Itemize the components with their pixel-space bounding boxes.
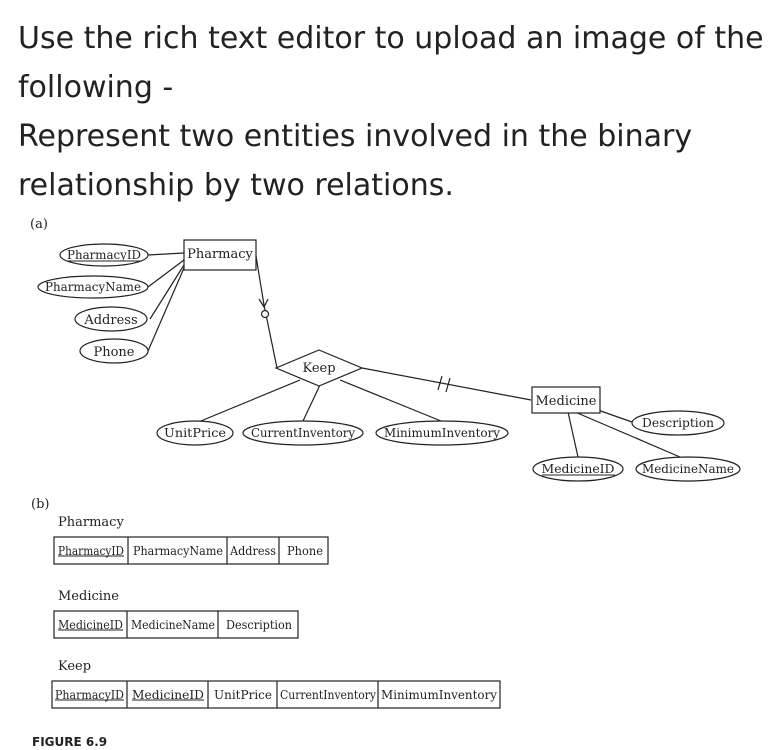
- pharmacy-col-phone: Phone: [287, 544, 323, 558]
- attr-pharmacyid: PharmacyID: [67, 248, 141, 262]
- attr-description: Description: [642, 416, 715, 430]
- attr-unitprice: UnitPrice: [164, 426, 226, 440]
- question-line-4: relationship by two relations.: [18, 168, 454, 203]
- connector-unitprice: [196, 380, 300, 423]
- part-a-label: (a): [30, 217, 48, 232]
- entity-medicine-label: Medicine: [535, 394, 597, 409]
- optional-circle-mark: [262, 311, 269, 318]
- question-line-1: Use the rich text editor to upload an image of the: [18, 21, 764, 56]
- connector-minimuminventory: [340, 380, 441, 421]
- attr-currentinventory: CurrentInventory: [251, 426, 356, 440]
- medicine-col-medicineid: MedicineID: [58, 618, 123, 632]
- question-line-3: Represent two entities involved in the binary: [18, 119, 693, 154]
- part-b-label: (b): [31, 497, 50, 512]
- medicine-col-description: Description: [226, 618, 293, 632]
- pharmacy-col-pharmacyname: PharmacyName: [133, 544, 223, 558]
- attr-medicineid: MedicineID: [541, 462, 615, 476]
- entity-pharmacy-label: Pharmacy: [187, 247, 253, 262]
- relation-medicine-name: Medicine: [58, 589, 119, 604]
- attr-phone: Phone: [93, 345, 135, 360]
- connector-currentinventory: [303, 385, 320, 421]
- keep-col-minimuminventory: MinimumInventory: [381, 688, 498, 702]
- keep-col-currentinventory: CurrentInventory: [280, 688, 377, 702]
- keep-col-unitprice: UnitPrice: [214, 688, 272, 702]
- connector-pharmacyid: [148, 253, 184, 255]
- keep-col-medicineid: MedicineID: [132, 688, 204, 702]
- figure-caption: FIGURE 6.9: [32, 735, 108, 749]
- attr-minimuminventory: MinimumInventory: [384, 426, 501, 440]
- question-line-2: following -: [18, 70, 174, 105]
- pharmacy-col-pharmacyid: PharmacyID: [58, 544, 124, 558]
- connector-medicineid: [568, 412, 578, 457]
- keep-col-pharmacyid: PharmacyID: [55, 688, 124, 702]
- attr-address: Address: [84, 313, 138, 328]
- relation-pharmacy-name: Pharmacy: [58, 515, 124, 530]
- relation-keep-name: Keep: [58, 659, 92, 674]
- medicine-col-medicinename: MedicineName: [131, 618, 215, 632]
- relationship-keep-label: Keep: [302, 361, 336, 376]
- connector-keep-medicine: [362, 368, 531, 400]
- attr-pharmacyname: PharmacyName: [45, 280, 141, 294]
- attr-medicinename: MedicineName: [642, 462, 734, 476]
- pharmacy-col-address: Address: [229, 544, 276, 558]
- connector-phone: [148, 268, 184, 351]
